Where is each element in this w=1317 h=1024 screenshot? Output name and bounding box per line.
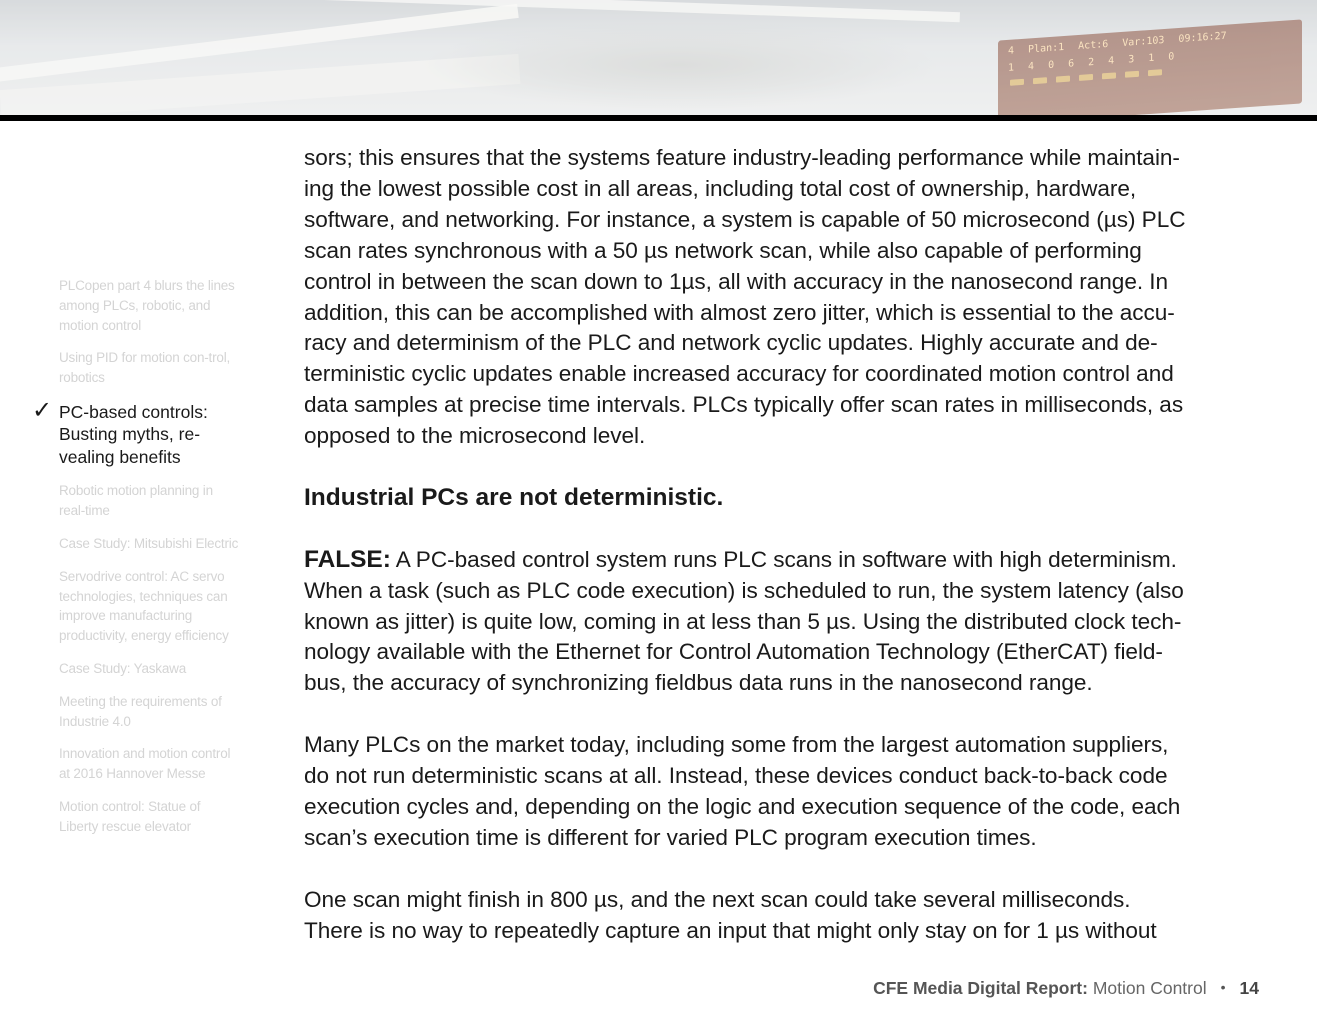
board-text: 6 — [1068, 58, 1075, 70]
toc-item-case-study-mitsubishi[interactable] — [32, 534, 242, 554]
toc-item-label: Case Study: Mitsubishi Electric — [59, 536, 239, 552]
board-text: Act:6 — [1078, 38, 1109, 53]
toc-item-industrie-4[interactable] — [32, 692, 242, 732]
toc-item-label: PLCopen part 4 blurs the lines among PLCs, robotic, and motion control — [59, 278, 235, 333]
footer-section: Motion Control — [1087, 978, 1207, 998]
article-body — [304, 143, 1264, 977]
body-paragraph — [304, 730, 1264, 854]
toc-item-case-study-yaskawa[interactable] — [32, 659, 242, 679]
text-line: nology available with the Ethernet for Control Automation Technology (EtherCAT) field- — [304, 639, 1163, 665]
toc-item-label: Innovation and motion control at 2016 Hannover Messe — [59, 746, 231, 782]
page-number: 14 — [1239, 978, 1259, 998]
body-paragraph — [304, 885, 1264, 947]
body-paragraph — [304, 143, 1264, 452]
text-line: terministic cyclic updates enable increased accuracy for coordinated motion control and — [304, 361, 1174, 387]
text-line: data samples at precise time intervals. PLCs typically offer scan rates in milliseconds, as — [304, 392, 1184, 418]
board-text: 4 — [1028, 61, 1035, 73]
board-text: 2 — [1088, 56, 1095, 69]
page-footer — [873, 978, 1259, 999]
text-line: scan’s execution time is different for varied PLC program execution times. — [304, 824, 1037, 850]
board-text: 1 — [1008, 62, 1015, 74]
board-text: 4 — [1108, 55, 1115, 67]
checkmark-icon: ✓ — [32, 395, 53, 424]
text-line: opposed to the microsecond level. — [304, 423, 646, 449]
toc-item-label: Servodrive control: AC servo technologies, techniques can improve manufacturing productivity, energy efficiency — [59, 568, 229, 644]
toc-item-label: PC-based controls: Busting myths, re-vealing benefits — [59, 401, 208, 467]
board-text: 4 — [1008, 45, 1015, 57]
header-rule — [0, 115, 1317, 121]
body-paragraph — [304, 545, 1264, 700]
toc-item-label: Robotic motion planning in real-time — [59, 483, 213, 519]
text-line: sors; this ensures that the systems feature industry-leading performance while maintain- — [304, 145, 1180, 170]
board-text: Var:103 — [1122, 34, 1165, 49]
text-line: Many PLCs on the market today, including some from the largest automation suppliers, — [304, 732, 1169, 758]
toc-item-hannover-messe[interactable] — [32, 744, 242, 784]
text-line: addition, this can be accomplished with almost zero jitter, which is essential to the accu- — [304, 299, 1175, 325]
text-line: When a task (such as PLC code execution) is scheduled to run, the system latency (also — [304, 577, 1184, 603]
header-banner-photo — [0, 0, 1317, 116]
table-of-contents — [32, 276, 242, 850]
toc-item-label: Case Study: Yaskawa — [59, 661, 187, 677]
board-text: 0 — [1048, 59, 1055, 72]
text-line: execution cycles and, depending on the logic and execution sequence of the code, each — [304, 793, 1181, 819]
footer-brand: CFE Media Digital Report: — [873, 978, 1088, 998]
board-text: 09:16:27 — [1178, 30, 1227, 46]
text-line: A PC-based control system runs PLC scans in software with high determinism. — [390, 546, 1177, 572]
section-heading: Industrial PCs are not deterministic. — [304, 483, 724, 511]
toc-item-label: Motion control: Statue of Liberty rescue elevator — [59, 799, 201, 834]
toc-item-plcopen[interactable] — [32, 276, 242, 335]
text-line: bus, the accuracy of synchronizing fieldbus data runs in the nanosecond range. — [304, 670, 1093, 696]
text-line: scan rates synchronous with a 50 µs network scan, while also capable of performing — [304, 237, 1142, 263]
toc-item-label: Using PID for motion con-trol, robotics — [59, 350, 231, 386]
toc-item-robotic-motion[interactable] — [32, 481, 242, 521]
text-line: control in between the scan down to 1µs, all with accuracy in the nanosecond range. In — [304, 268, 1169, 294]
text-line: racy and determinism of the PLC and network cyclic updates. Highly accurate and de- — [304, 330, 1158, 356]
text-line: do not run deterministic scans at all. Instead, these devices conduct back-to-back code — [304, 763, 1168, 789]
text-line: known as jitter) is quite low, coming in at less than 5 µs. Using the distributed clock tech- — [304, 608, 1182, 634]
text-line: ing the lowest possible cost in all areas, including total cost of ownership, hardware, — [304, 175, 1137, 201]
text-line: software, and networking. For instance, a system is capable of 50 microsecond (µs) PLC — [304, 206, 1186, 232]
false-label: FALSE: — [304, 545, 391, 573]
toc-item-pc-based-controls[interactable] — [32, 395, 242, 469]
toc-item-pid[interactable] — [32, 348, 242, 388]
footer-separator: • — [1220, 979, 1226, 995]
toc-item-statue-of-liberty[interactable] — [32, 797, 242, 837]
text-line: One scan might finish in 800 µs, and the next scan could take several milliseconds. — [304, 886, 1131, 912]
board-text: 1 — [1148, 52, 1155, 65]
board-text: Plan:1 — [1028, 42, 1065, 56]
board-text: 3 — [1128, 54, 1135, 66]
text-line: There is no way to repeatedly capture an input that might only stay on for 1 µs without — [304, 917, 1157, 943]
board-text: 0 — [1168, 51, 1175, 63]
toc-item-label: Meeting the requirements of Industrie 4.0 — [59, 693, 222, 729]
toc-item-servodrive[interactable] — [32, 567, 242, 646]
